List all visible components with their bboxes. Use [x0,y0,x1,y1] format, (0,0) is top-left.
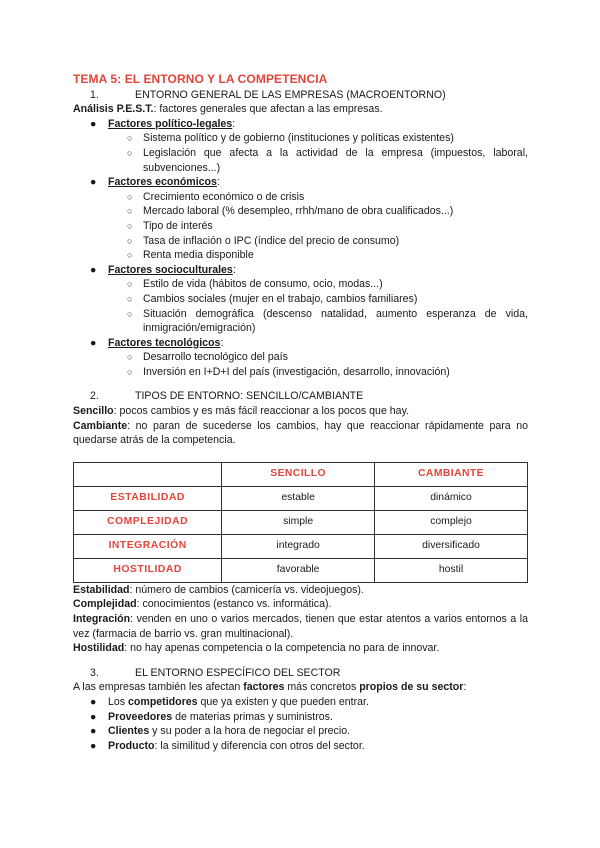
term-label: Cambiante [73,419,128,432]
term-text: : número de cambios (carnicería vs. videojuegos). [129,583,364,596]
item-bold: competidores [128,696,198,708]
pest-text: : factores generales que afectan a las empresas. [153,103,383,116]
table-cell: estable [222,486,375,510]
list-item-text: Inversión en I+D+I del país (investigación, desarrollo, innovación) [143,365,450,378]
row-header-cell: COMPLEJIDAD [74,510,222,534]
term-label: Hostilidad [73,642,125,655]
section-heading-text: ENTORNO GENERAL DE LAS EMPRESAS (MACROENTORNO) [135,88,446,101]
row-header-cell: ESTABILIDAD [74,486,222,510]
list-item [73,131,528,146]
bullet-icon: ● [90,336,97,349]
hollow-bullet-icon: ○ [127,191,133,202]
list-item-text: Legislación que afecta a la actividad de la empresa (impuestos, laboral, subvenciones...) [143,146,528,174]
item-text: : la similitud y diferencia con otros del sector. [154,739,365,752]
factor-label: Factores político-legales [108,117,233,130]
intro-text: más concretos [284,681,360,694]
bullet-icon: ● [90,263,97,276]
item-bold: Producto [108,739,155,752]
bullet-icon: ● [90,176,97,189]
hollow-bullet-icon: ○ [127,279,133,290]
intro-bold: factores [243,681,285,694]
pest-label: Análisis P.E.S.T. [73,103,154,116]
term-label: Sencillo [73,405,114,418]
table-cell: hostil [375,558,528,582]
list-item [73,307,528,336]
hollow-bullet-icon: ○ [127,308,133,319]
hollow-bullet-icon: ○ [127,366,133,377]
factor-group: ● Factores tecnológicos: [90,336,224,349]
item-text: de materias primas y suministros. [172,710,333,723]
term-label: Integración [73,613,131,626]
definition [73,612,528,641]
factor-group: ● Factores socioculturales: [90,263,236,276]
list-item [73,710,528,725]
document-page [73,72,528,753]
list-item [73,204,528,219]
item-bold: Proveedores [108,710,173,723]
list-item [73,234,528,249]
section-heading-text: TIPOS DE ENTORNO: SENCILLO/CAMBIANTE [135,390,364,403]
intro-text: A las empresas también les afectan [73,681,244,694]
bullet-icon: ● [90,696,97,708]
item-text: que ya existen y que pueden entrar. [197,696,369,708]
list-item-text: Situación demográfica (descenso natalidad, aumento esperanza de vida, inmigración/emigración) [143,307,528,335]
sencillo-definition [73,404,528,419]
row-header-cell: INTEGRACIÓN [74,534,222,558]
list-item-text: Tasa de inflación o IPC (índice del precio de consumo) [143,234,400,247]
table-cell: favorable [222,558,375,582]
table-header-cell [74,462,222,486]
factor-label: Factores tecnológicos [108,336,221,349]
table-cell: dinámico [375,486,528,510]
term-text: : venden en uno o varios mercados, tienen que estar atentos a varios entornos a la vez (farmacia de barrio vs. gran multinacional). [73,613,528,640]
table-cell: diversificado [375,534,528,558]
entorno-table [73,462,528,583]
list-item [73,190,528,205]
hollow-bullet-icon: ○ [127,147,133,158]
hollow-bullet-icon: ○ [127,133,133,144]
list-item [73,350,528,365]
table-row [74,534,528,558]
section-1-heading [73,88,528,103]
section-heading-text: EL ENTORNO ESPECÍFICO DEL SECTOR [135,666,341,679]
term-label: Complejidad [73,598,137,611]
table-header-cell: CAMBIANTE [375,462,528,486]
bullet-icon: ● [90,710,97,723]
list-item-text: Desarrollo tecnológico del país [143,351,288,364]
table-cell: complejo [375,510,528,534]
term-text: : pocos cambios y es más fácil reaccionar a los pocos que hay. [113,405,410,418]
table-cell: simple [222,510,375,534]
table-row [74,486,528,510]
list-item [73,146,528,175]
table-row [74,510,528,534]
page-title: TEMA 5: EL ENTORNO Y LA COMPETENCIA [73,72,328,86]
table-header-cell: SENCILLO [222,462,375,486]
factor-label: Factores económicos [108,176,217,189]
bullet-icon: ● [90,117,97,130]
section-number: 1. [90,88,99,101]
table-row [74,558,528,582]
term-label: Estabilidad [73,583,130,596]
table-header-row [74,462,528,486]
item-text: Los [108,696,129,708]
list-item-text: Tipo de interés [143,219,213,232]
list-item [73,365,528,380]
list-item [73,695,528,710]
row-header-cell: HOSTILIDAD [74,558,222,582]
hollow-bullet-icon: ○ [127,220,133,231]
term-text: : conocimientos (estanco vs. informática). [136,598,332,611]
term-text: : no paran de sucederse los cambios, hay que reaccionar rápidamente para no quedarse atrás de la competencia. [73,419,528,447]
bullet-icon: ● [90,739,97,752]
factor-group: ● Factores político-legales: [90,117,236,130]
item-bold: Clientes [108,725,150,738]
table-cell: integrado [222,534,375,558]
hollow-bullet-icon: ○ [127,293,133,304]
list-item-text: Cambios sociales (mujer en el trabajo, cambios familiares) [143,292,418,305]
list-item [73,739,528,754]
section-3-heading [73,666,528,681]
hollow-bullet-icon: ○ [127,235,133,246]
list-item [73,292,528,307]
item-text: y su poder a la hora de negociar el precio. [149,725,351,738]
list-item-text: Renta media disponible [143,249,254,262]
definition [73,597,528,612]
list-item-text: Crecimiento económico o de crisis [143,190,305,203]
list-item-text: Sistema político y de gobierno (instituciones y políticas existentes) [143,132,454,145]
list-item-text: Estilo de vida (hábitos de consumo, ocio, modas...) [143,278,383,291]
definition [73,583,528,598]
bullet-icon: ● [90,725,97,738]
list-item [73,724,528,739]
factor-label: Factores socioculturales [108,263,233,276]
intro-text: : [463,681,467,694]
list-item [73,219,528,234]
hollow-bullet-icon: ○ [127,206,133,217]
section-2-heading [73,389,528,404]
hollow-bullet-icon: ○ [127,352,133,363]
list-item [73,248,528,263]
factor-group: ● Factores económicos: [90,176,220,189]
cambiante-definition [73,419,528,448]
intro-bold: propios de su sector [359,681,464,694]
list-item-text: Mercado laboral (% desempleo, rrhh/mano de obra cualificados...) [143,205,454,218]
term-text: : no hay apenas competencia o la competencia no para de innovar. [124,642,440,655]
pest-intro [73,102,528,117]
sector-intro [73,680,528,695]
section-number: 2. [90,390,99,403]
hollow-bullet-icon: ○ [127,250,133,261]
list-item [73,277,528,292]
definition [73,641,528,656]
section-number: 3. [90,666,99,679]
